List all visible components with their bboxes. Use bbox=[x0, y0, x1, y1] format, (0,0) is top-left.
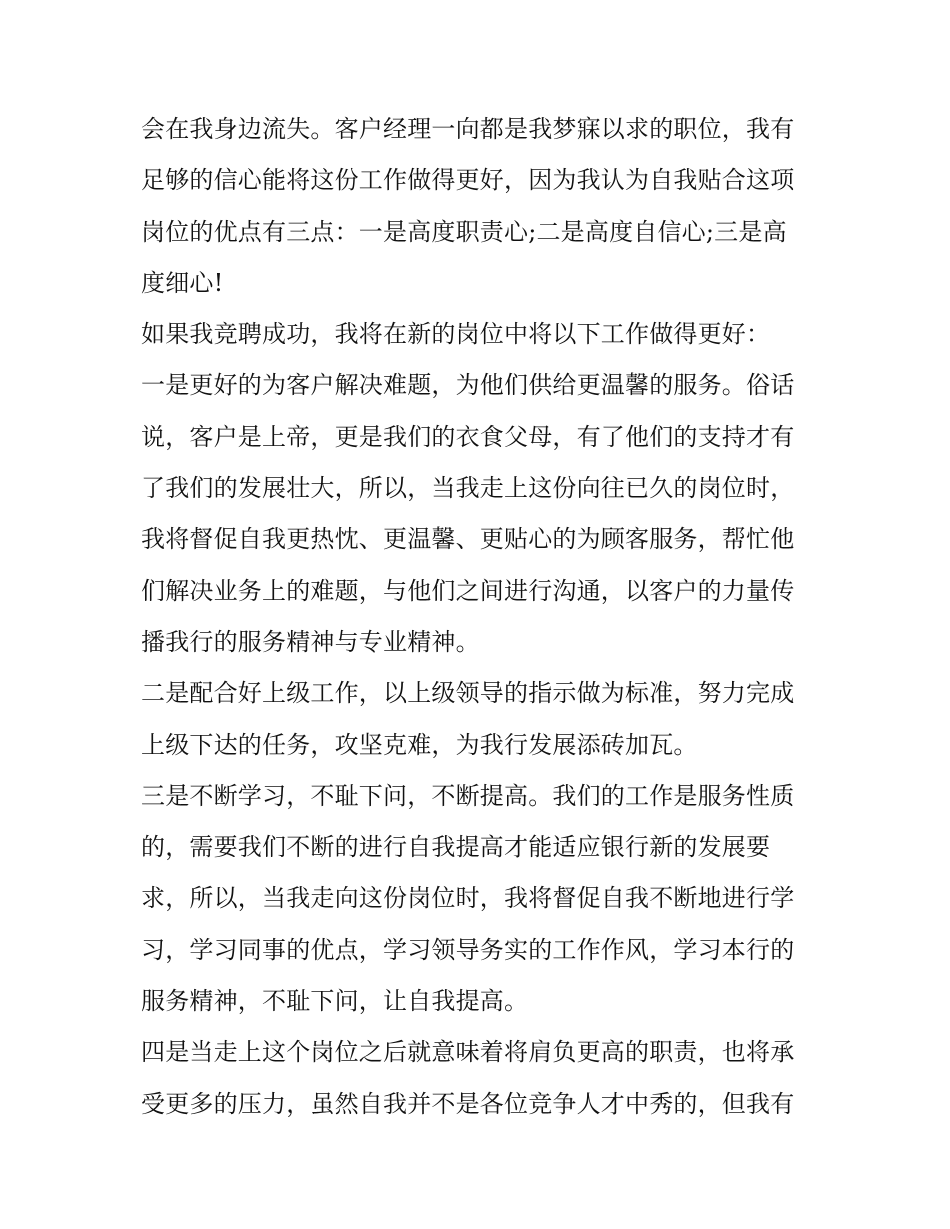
text-line: 求，所以，当我走向这份岗位时，我将督促自我不断地进行学 bbox=[141, 884, 795, 913]
text-line: 播我行的服务精神与专业精神。 bbox=[141, 627, 480, 656]
text-line: 如果我竞聘成功，我将在新的岗位中将以下工作做得更好： bbox=[141, 320, 771, 349]
text-line: 度细心! bbox=[141, 268, 224, 297]
text-line: 我将督促自我更热忱、更温馨、更贴心的为顾客服务，帮忙他 bbox=[141, 525, 795, 554]
text-line: 的，需要我们不断的进行自我提高才能适应银行新的发展要 bbox=[141, 833, 771, 862]
text-line: 习，学习同事的优点，学习领导务实的工作作风，学习本行的 bbox=[141, 935, 795, 964]
text-line: 一是更好的为客户解决难题，为他们供给更温馨的服务。俗话 bbox=[141, 371, 795, 400]
text-line: 受更多的压力，虽然自我并不是各位竞争人才中秀的，但我有 bbox=[141, 1089, 795, 1118]
text-line: 岗位的优点有三点：一是高度职责心;二是高度自信心;三是高 bbox=[141, 217, 787, 246]
text-line: 上级下达的任务，攻坚克难，为我行发展添砖加瓦。 bbox=[141, 730, 698, 759]
text-line: 足够的信心能将这份工作做得更好，因为我认为自我贴合这项 bbox=[141, 166, 795, 195]
text-line: 四是当走上这个岗位之后就意味着将肩负更高的职责，也将承 bbox=[141, 1038, 795, 1067]
text-line: 了我们的发展壮大，所以，当我走上这份向往已久的岗位时， bbox=[141, 474, 795, 503]
text-line: 们解决业务上的难题，与他们之间进行沟通，以客户的力量传 bbox=[141, 576, 795, 605]
text-line: 三是不断学习，不耻下问，不断提高。我们的工作是服务性质 bbox=[141, 781, 795, 810]
body-text bbox=[141, 104, 813, 1130]
text-line: 服务精神，不耻下问，让自我提高。 bbox=[141, 987, 529, 1016]
text-line: 二是配合好上级工作，以上级领导的指示做为标准，努力完成 bbox=[141, 679, 795, 708]
text-line: 说，客户是上帝，更是我们的衣食父母，有了他们的支持才有 bbox=[141, 422, 795, 451]
text-line: 会在我身边流失。客户经理一向都是我梦寐以求的职位，我有 bbox=[141, 115, 795, 143]
